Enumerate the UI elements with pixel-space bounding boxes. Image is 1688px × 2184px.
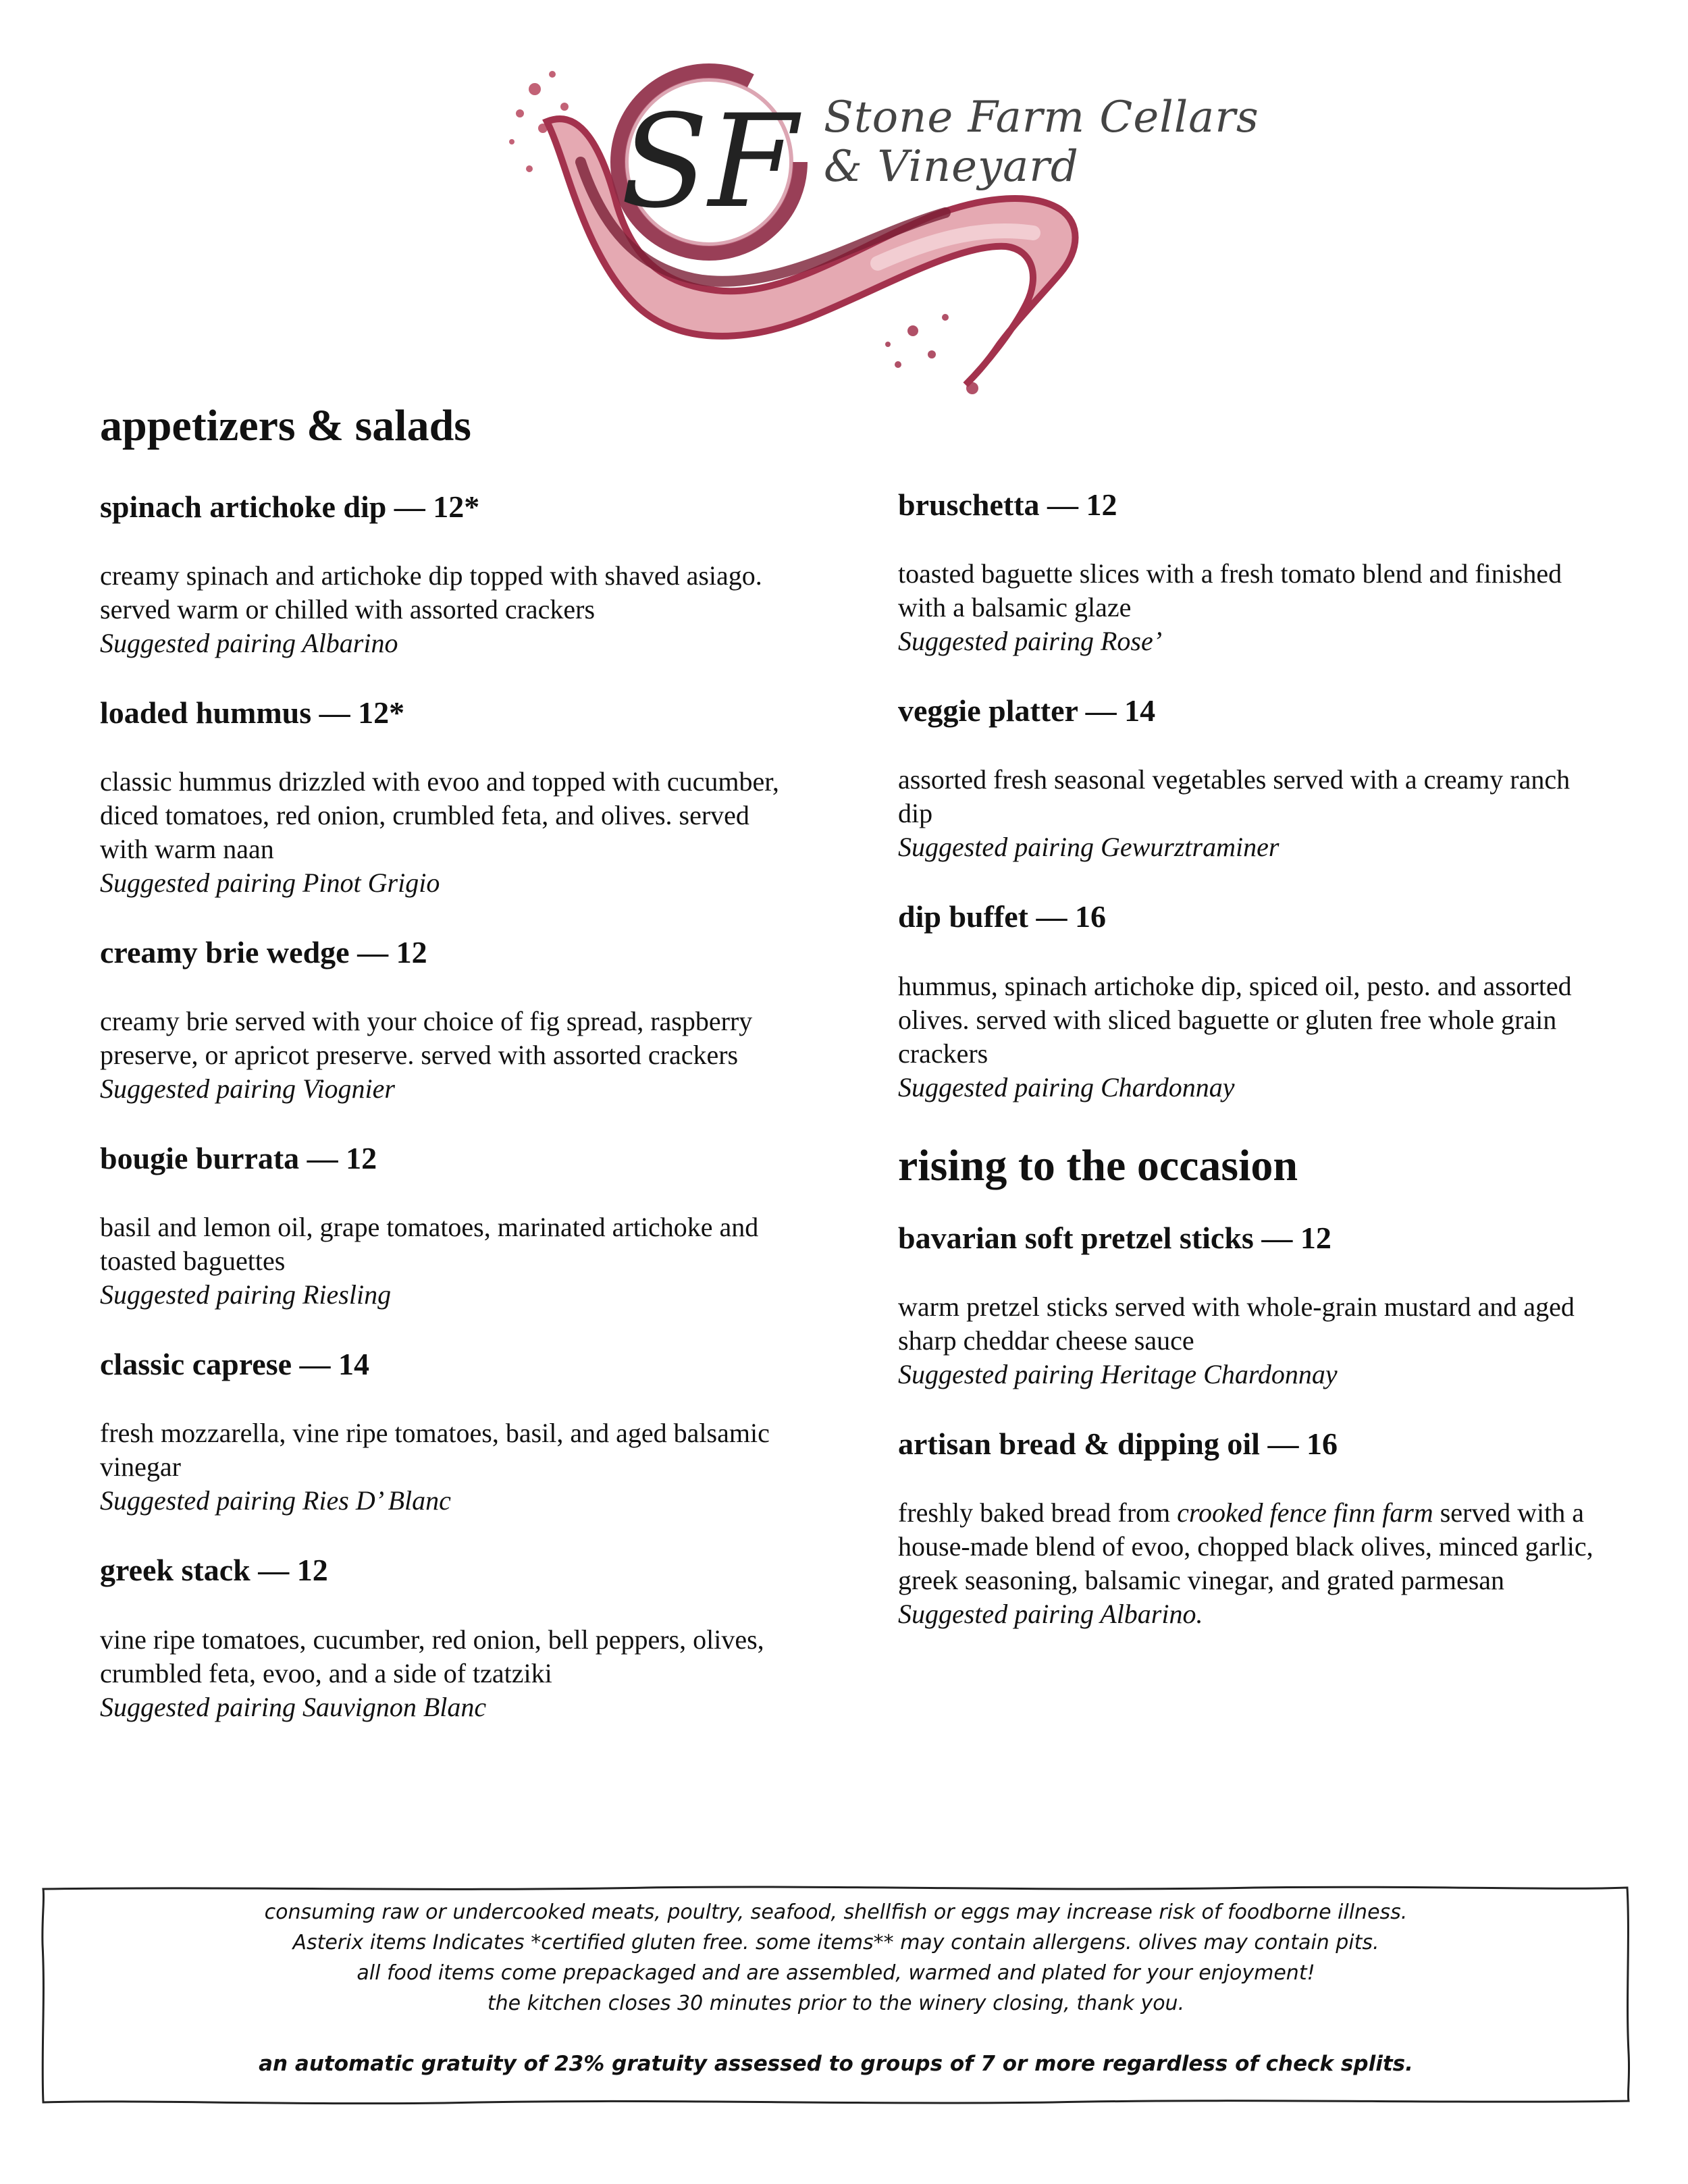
item-description-start: freshly baked bread from (898, 1497, 1178, 1528)
footer-line-prepackaged: all food items come prepackaged and are assembled, warmed and plated for your enjoyment! (357, 1961, 1315, 1985)
right-column (898, 486, 1600, 1665)
menu-item-pretzel-sticks (898, 1219, 1600, 1391)
menu-item-classic-caprese (100, 1346, 782, 1518)
menu-item-loaded-hummus (100, 694, 782, 900)
footer-line-gratuity: an automatic gratuity of 23% gratuity assessed to groups of 7 or more regardless of check splits. (259, 2052, 1413, 2076)
item-name: greek stack — 12 (100, 1553, 328, 1588)
item-description: fresh mozzarella, vine ripe tomatoes, basil, and aged balsamic vinegar (100, 1418, 770, 1483)
menu-item-bruschetta (898, 486, 1600, 658)
left-column (100, 398, 782, 1758)
menu-item-artisan-bread (898, 1425, 1600, 1631)
footer-text (39, 1897, 1633, 2079)
item-description: basil and lemon oil, grape tomatoes, marinated artichoke and toasted baguettes (100, 1212, 759, 1277)
item-pairing: Suggested pairing Riesling (100, 1279, 392, 1310)
item-name: creamy brie wedge — 12 (100, 934, 427, 969)
item-pairing: Suggested pairing Viognier (100, 1073, 395, 1104)
item-name: classic caprese — 14 (100, 1347, 370, 1382)
item-name: artisan bread & dipping oil — 16 (898, 1427, 1338, 1462)
item-description: assorted fresh seasonal vegetables served with a creamy ranch dip (898, 764, 1571, 829)
monogram-letters: SF (621, 87, 797, 236)
item-description (898, 1496, 1600, 1597)
item-description: creamy brie served with your choice of fig spread, raspberry preserve, or apricot preserve. served with assorted crackers (100, 1006, 753, 1071)
brand-name-line2: & Vineyard (824, 142, 1079, 192)
footer-spacer (39, 2019, 1633, 2049)
item-description: creamy spinach and artichoke dip topped with shaved asiago. served warm or chilled with assorted crackers (100, 560, 762, 624)
menu-item-creamy-brie-wedge (100, 934, 782, 1106)
item-pairing: Suggested pairing Gewurztraminer (898, 832, 1280, 863)
footer-notice-box (39, 1884, 1633, 2106)
section-title-rising-to-the-occasion: rising to the occasion (898, 1140, 1298, 1190)
item-name: loaded hummus — 12* (100, 695, 405, 730)
item-name: veggie platter — 14 (898, 693, 1156, 728)
menu-item-veggie-platter (898, 692, 1600, 864)
farm-name: crooked fence finn farm (1177, 1497, 1433, 1528)
footer-line-foodborne: consuming raw or undercooked meats, poultry, seafood, shellfish or eggs may increase risk of foodborne illness. (264, 1900, 1408, 1924)
item-name: dip buffet — 16 (898, 899, 1106, 934)
item-description: toasted baguette slices with a fresh tomato blend and finished with a balsamic glaze (898, 558, 1562, 623)
item-pairing: Suggested pairing Rose’ (898, 626, 1163, 657)
item-description-end: served with a house-made blend of evoo, chopped black olives, minced garlic, greek seasoning, balsamic vinegar, and grated parmesan (898, 1497, 1593, 1596)
menu-item-bougie-burrata (100, 1140, 782, 1312)
menu-item-greek-stack (100, 1551, 782, 1724)
section-title-appetizers: appetizers & salads (100, 401, 471, 450)
item-name: bougie burrata — 12 (100, 1141, 377, 1176)
item-description: warm pretzel sticks served with whole-grain mustard and aged sharp cheddar cheese sauce (898, 1291, 1575, 1356)
item-pairing: Suggested pairing Chardonnay (898, 1071, 1235, 1102)
item-name: bruschetta — 12 (898, 487, 1117, 522)
footer-line-gluten-free: Asterix items Indicates *certified gluten free. some items** may contain allergens. olives may contain pits. (292, 1931, 1379, 1954)
item-pairing: Suggested pairing Albarino. (898, 1599, 1203, 1630)
item-pairing: Suggested pairing Ries D’ Blanc (100, 1485, 451, 1516)
item-pairing: Suggested pairing Pinot Grigio (100, 867, 440, 898)
brand-name-line1: Stone Farm Cellars (824, 92, 1259, 142)
item-description: hummus, spinach artichoke dip, spiced oil, pesto. and assorted olives. served with sliced baguette or gluten free whole grain crackers (898, 970, 1572, 1069)
menu-item-dip-buffet (898, 898, 1600, 1104)
item-description: vine ripe tomatoes, cucumber, red onion, bell peppers, olives, crumbled feta, evoo, and a side of tzatziki (100, 1624, 764, 1688)
item-name: spinach artichoke dip — 12* (100, 489, 480, 524)
wine-splash-logo-graphic (500, 47, 1259, 398)
menu-item-spinach-artichoke-dip (100, 488, 782, 660)
item-pairing: Suggested pairing Heritage Chardonnay (898, 1359, 1338, 1390)
item-name: bavarian soft pretzel sticks — 12 (898, 1221, 1331, 1256)
item-pairing: Suggested pairing Albarino (100, 627, 398, 658)
item-pairing: Suggested pairing Sauvignon Blanc (100, 1691, 487, 1722)
item-description: classic hummus drizzled with evoo and topped with cucumber, diced tomatoes, red onion, crumbled feta, and olives. served with warm naan (100, 766, 779, 864)
footer-line-kitchen-hours: the kitchen closes 30 minutes prior to the winery closing, thank you. (487, 1992, 1185, 2015)
stone-farm-logo (500, 47, 1259, 398)
